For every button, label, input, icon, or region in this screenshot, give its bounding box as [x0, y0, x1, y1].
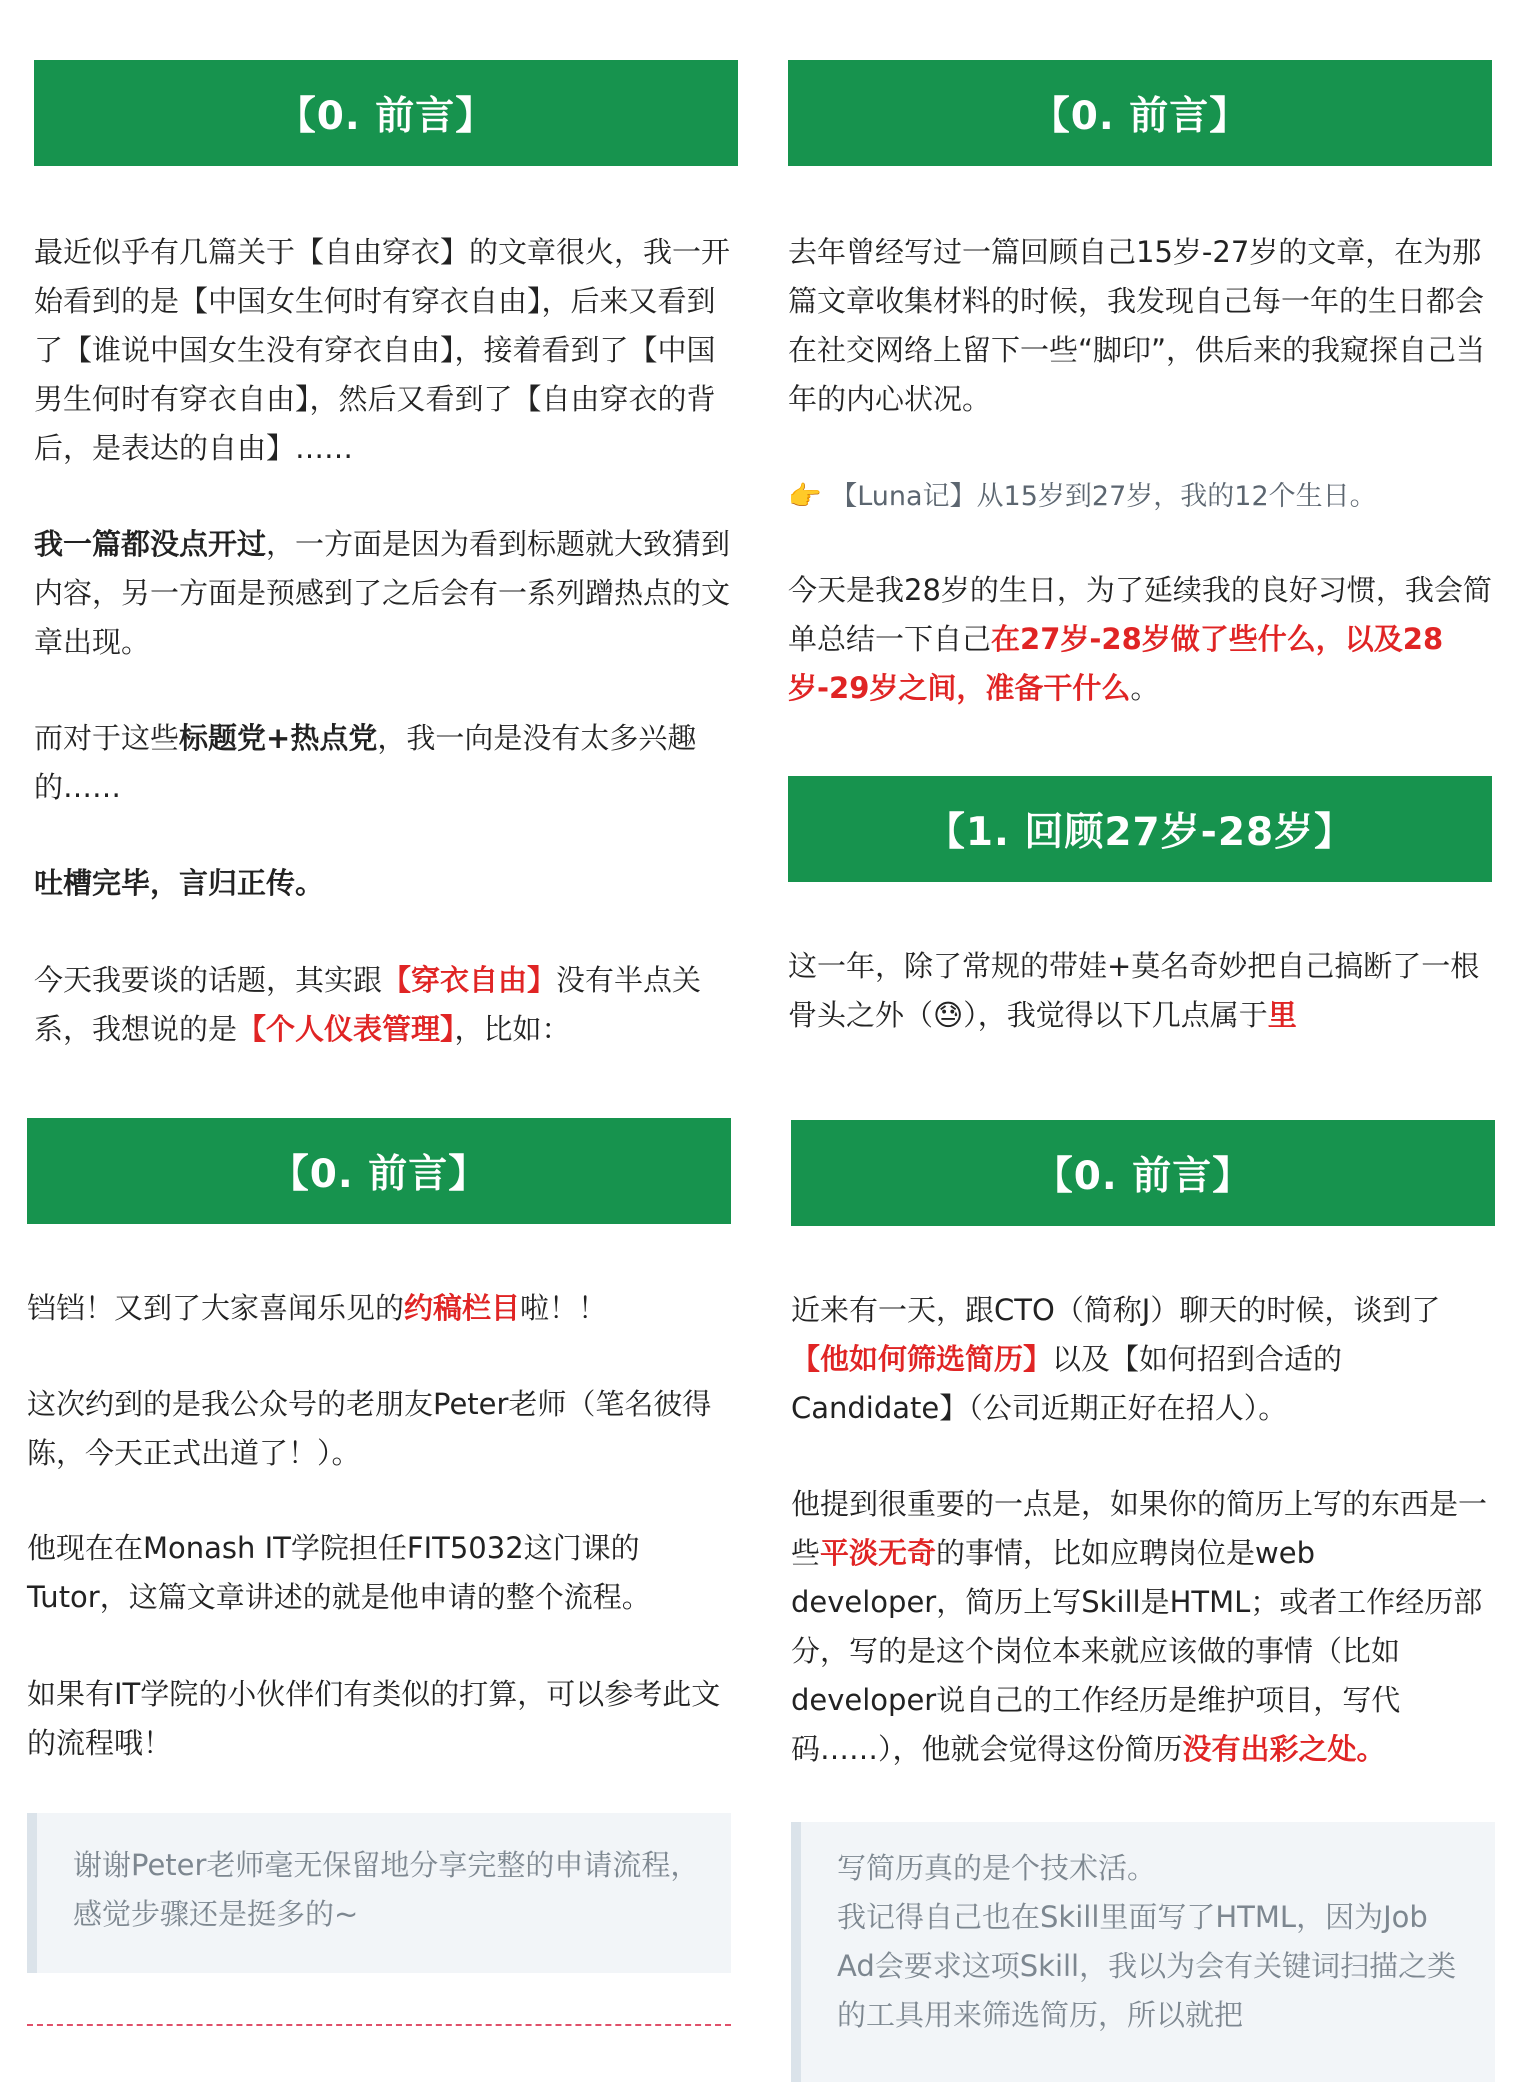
paragraph: 如果有IT学院的小伙伴们有类似的打算，可以参考此文的流程哦！ [27, 1677, 721, 1760]
paragraph: 他现在在Monash IT学院担任FIT5032这门课的Tutor，这篇文章讲述的就是他申请的整个流程。 [27, 1531, 651, 1614]
section-header: 【0. 前言】 [791, 1120, 1495, 1226]
paragraph-text: 没有半点关系，我想说的是 [34, 963, 702, 1046]
paragraph [34, 228, 738, 473]
paragraph [34, 956, 738, 1054]
paragraph: 去年曾经写过一篇回顾自己15岁-27岁的文章，在为那篇文章收集材料的时候，我发现自己每一年的生日都会在社交网络上留下一些“脚印”，供后来的我窥探自己当年的内心状况。 [788, 235, 1486, 416]
link-text[interactable]: 【Luna记】从15岁到27岁，我的12个生日。 [830, 481, 1377, 512]
section-header: 【0. 前言】 [27, 1118, 731, 1224]
article-panel-top-right [788, 60, 1492, 1032]
paragraph-text: 近来有一天，跟CTO（简称J）聊天的时候，谈到了 [791, 1293, 1441, 1327]
paragraph-text: 这一年，除了常规的带娃+莫名奇妙把自己搞断了一根骨头之外（ [788, 949, 1480, 1032]
paragraph [788, 942, 1492, 1040]
quote-text: 我记得自己也在Skill里面写了HTML，因为Job Ad会要求这项Skill，我以为会有关键词扫描之类的工具用来筛选简历，所以就把 [837, 1900, 1457, 2032]
paragraph: 吐槽完毕，言归正传。 [34, 866, 325, 900]
highlight-text: 【个人仪表管理】 [237, 1012, 455, 1046]
paragraph-text: 以及【如何招到合适的Candidate】（公司近期正好在招人）。 [791, 1342, 1343, 1425]
paragraph-text: ），我觉得以下几点属于 [963, 998, 1268, 1032]
pointing-hand-icon: 👉 [788, 481, 822, 512]
paragraph [791, 1480, 1495, 1774]
section-header: 【0. 前言】 [34, 60, 738, 166]
sweat-emoji-icon: 😓 [933, 998, 964, 1032]
highlight-text: 【他如何筛选简历】 [791, 1342, 1053, 1376]
section-header: 【1. 回顾27岁-28岁】 [788, 776, 1492, 882]
article-panel-bottom-left [27, 1118, 731, 2046]
section-header: 【0. 前言】 [788, 60, 1492, 166]
paragraph-text: 的事情，比如应聘岗位是web developer，简历上写Skill是HTML；或者工作经历部分，写的是这个岗位本来就应该做的事情（比如developer说自己的工作经历是维护项目，写代码……），他就会觉得这份简历 [791, 1536, 1483, 1766]
paragraph-text: ，我一向是没有太多兴趣的…… [34, 721, 697, 804]
quote-text: 谢谢Peter老师毫无保留地分享完整的申请流程，感觉步骤还是挺多的~ [73, 1848, 700, 1931]
paragraph-text: 最近似乎有几篇关于【自由穿衣】的文章很火，我一开始看到的是【中国女生何时有穿衣自由】，后来又看到了【谁说中国女生没有穿衣自由】，接着看到了【中国男生何时有穿衣自由】，然后又看到了【自由穿衣的背后，是表达的自由】…… [34, 235, 731, 465]
highlight-text: 没有出彩之处。 [1182, 1732, 1386, 1766]
article-link[interactable] [788, 472, 1492, 521]
paragraph-text: ，一方面是因为看到标题就大致猜到内容，另一方面是预感到了之后会有一系列蹭热点的文章出现。 [34, 527, 731, 659]
bold-text: 我一篇都没点开过 [34, 527, 267, 561]
paragraph-text: 他提到很重要的一点是，如果你的简历上写的东西是一些 [791, 1487, 1488, 1570]
paragraph-text: 今天是我28岁的生日，为了延续我的良好习惯，我会简单总结一下自己 [788, 573, 1492, 656]
highlight-text: 在27岁-28岁做了些什么，以及28岁-29岁之间，准备干什么 [788, 622, 1444, 705]
highlight-text: 平淡无奇 [820, 1536, 937, 1570]
paragraph-text: 。 [1130, 671, 1160, 705]
article-panel-bottom-right [791, 1120, 1495, 2046]
blockquote [27, 1813, 731, 1973]
paragraph: 这次约到的是我公众号的老朋友Peter老师（笔名彼得陈，今天正式出道了！）。 [27, 1387, 712, 1470]
paragraph [34, 714, 738, 812]
paragraph-text: 铛铛！又到了大家喜闻乐见的 [27, 1291, 405, 1325]
highlight-text: 里 [1267, 998, 1297, 1032]
paragraph [788, 566, 1492, 713]
quote-text: 写简历真的是个技术活。 [837, 1851, 1157, 1885]
highlight-text: 约稿栏目 [404, 1291, 521, 1325]
paragraph [34, 520, 738, 667]
paragraph-text: ，比如： [454, 1012, 571, 1046]
paragraph [791, 1286, 1495, 1433]
dashed-divider [27, 2024, 731, 2026]
blockquote [791, 1822, 1495, 2082]
paragraph-text: 今天我要谈的话题，其实跟 [34, 963, 383, 997]
article-panel-top-left [34, 60, 738, 1046]
bold-text: 标题党+热点党 [179, 721, 378, 755]
highlight-text: 【穿衣自由】 [382, 963, 557, 997]
paragraph [27, 1284, 731, 1333]
paragraph-text: 啦！！ [520, 1291, 608, 1325]
paragraph-text: 而对于这些 [34, 721, 180, 755]
